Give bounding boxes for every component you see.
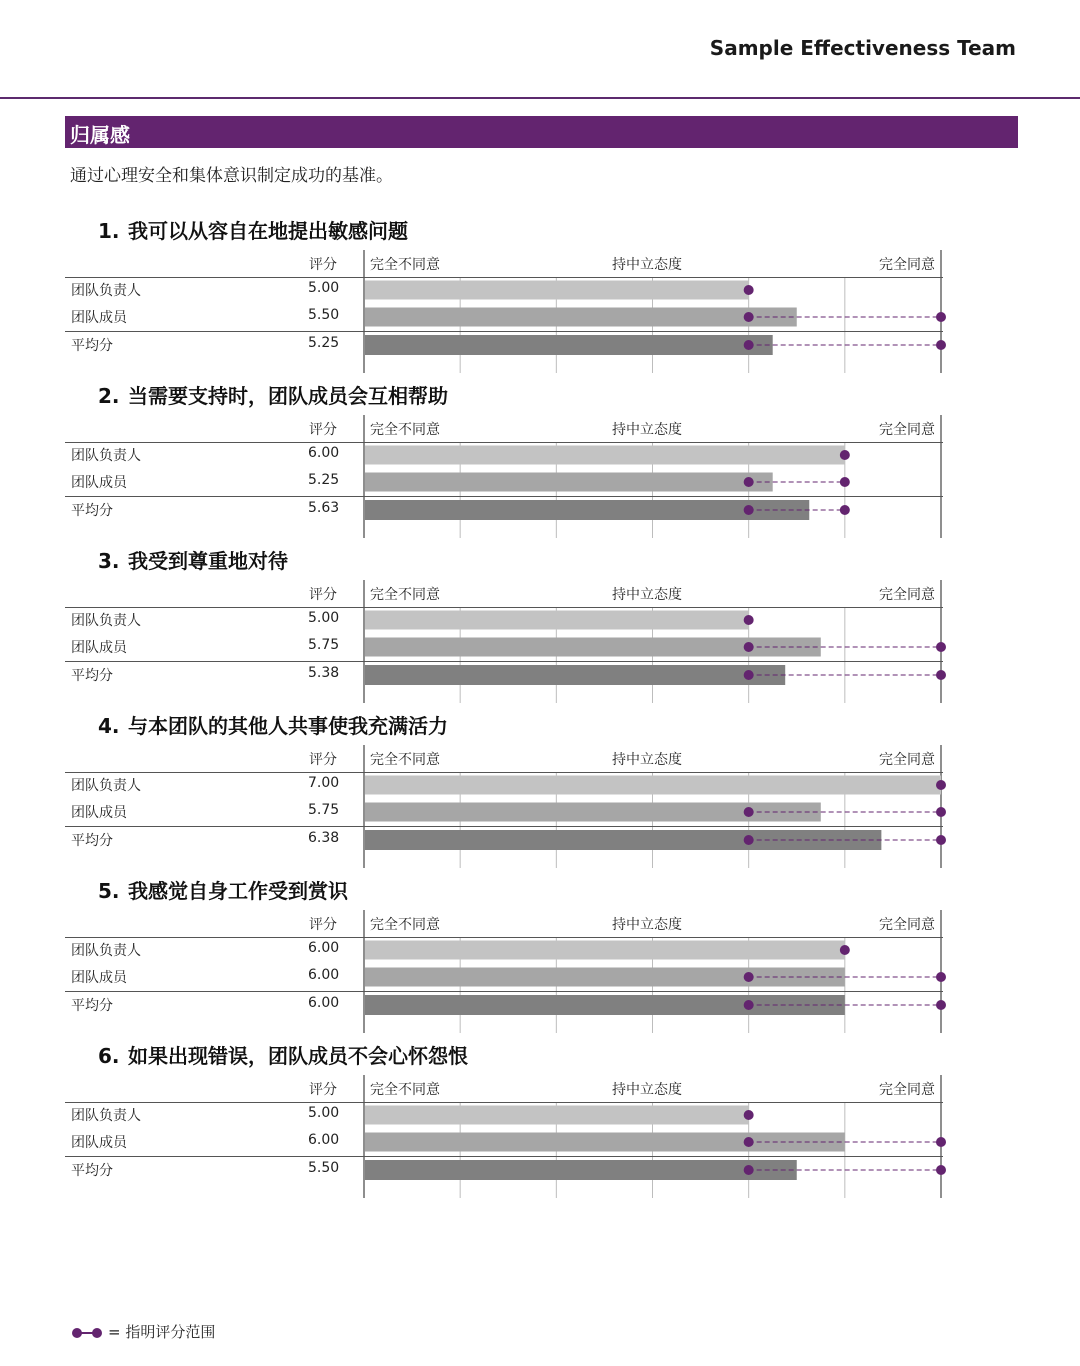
bar-average <box>365 830 881 850</box>
question-number: 5. <box>98 879 120 903</box>
range-min-dot-members <box>744 972 754 982</box>
score-header: 评分 <box>309 587 337 603</box>
average-rule <box>65 1156 943 1157</box>
header-divider <box>0 97 1080 99</box>
bar-members <box>365 473 773 492</box>
score-header: 评分 <box>309 917 337 933</box>
average-rule <box>65 826 943 827</box>
row-label-average: 平均分 <box>71 833 113 849</box>
range-max-dot-average <box>936 1000 946 1010</box>
range-min-dot-members <box>744 807 754 817</box>
scale-mid-label: 持中立态度 <box>612 257 682 273</box>
score-leader: 5.00 <box>308 280 340 296</box>
question-number: 2. <box>98 384 120 408</box>
question-number: 6. <box>98 1044 120 1068</box>
scale-low-label: 完全不同意 <box>370 422 440 438</box>
score-average: 5.38 <box>308 665 340 681</box>
range-min-dot-members <box>744 642 754 652</box>
score-header: 评分 <box>309 422 337 438</box>
scale-mid-label: 持中立态度 <box>612 1082 682 1098</box>
question-3 <box>0 545 1080 710</box>
question-text: 我可以从容自在地提出敏感问题 <box>128 219 408 243</box>
row-label-members: 团队成员 <box>71 310 127 326</box>
legend <box>72 1321 215 1342</box>
range-max-dot-average <box>840 505 850 515</box>
team-name: Sample Effectiveness Team <box>709 36 1016 60</box>
range-max-dot-average <box>936 670 946 680</box>
range-max-dot-average <box>936 1165 946 1175</box>
score-members: 5.75 <box>308 637 340 653</box>
scale-low-label: 完全不同意 <box>370 1082 440 1098</box>
score-leader: 7.00 <box>308 775 340 791</box>
range-max-dot-members <box>936 1137 946 1147</box>
question-title <box>98 545 288 574</box>
bar-average <box>365 1160 797 1180</box>
row-label-leader: 团队负责人 <box>71 283 141 299</box>
question-4 <box>0 710 1080 875</box>
question-number: 4. <box>98 714 120 738</box>
score-members: 5.25 <box>308 472 340 488</box>
scale-mid-label: 持中立态度 <box>612 587 682 603</box>
question-5 <box>0 875 1080 1040</box>
score-average: 5.25 <box>308 335 340 351</box>
row-label-average: 平均分 <box>71 998 113 1014</box>
question-title <box>98 215 408 244</box>
question-1 <box>0 215 1080 380</box>
score-leader: 6.00 <box>308 940 340 956</box>
scale-high-label: 完全同意 <box>879 1082 935 1098</box>
header-rule <box>65 1102 943 1103</box>
scale-low-label: 完全不同意 <box>370 752 440 768</box>
scale-low-label: 完全不同意 <box>370 257 440 273</box>
row-label-average: 平均分 <box>71 338 113 354</box>
range-max-dot-members <box>936 312 946 322</box>
range-min-dot-members <box>744 312 754 322</box>
range-dot-leader <box>744 285 754 295</box>
score-header: 评分 <box>309 1082 337 1098</box>
average-rule <box>65 661 943 662</box>
row-label-leader: 团队负责人 <box>71 943 141 959</box>
question-text: 与本团队的其他人共事使我充满活力 <box>128 714 448 738</box>
row-label-leader: 团队负责人 <box>71 613 141 629</box>
range-min-dot-average <box>744 1165 754 1175</box>
legend-text: = 指明评分范围 <box>108 1323 216 1341</box>
range-max-dot-members <box>936 972 946 982</box>
bar-average <box>365 500 809 520</box>
section-description: 通过心理安全和集体意识制定成功的基准。 <box>70 166 393 186</box>
question-number: 3. <box>98 549 120 573</box>
range-min-dot-members <box>744 477 754 487</box>
score-leader: 5.00 <box>308 610 340 626</box>
score-members: 5.50 <box>308 307 340 323</box>
row-label-leader: 团队负责人 <box>71 448 141 464</box>
row-label-members: 团队成员 <box>71 970 127 986</box>
score-average: 5.63 <box>308 500 340 516</box>
scale-low-label: 完全不同意 <box>370 917 440 933</box>
average-rule <box>65 496 943 497</box>
range-dot-leader <box>744 1110 754 1120</box>
question-text: 我受到尊重地对待 <box>128 549 288 573</box>
range-max-dot-members <box>936 642 946 652</box>
row-label-members: 团队成员 <box>71 805 127 821</box>
question-6 <box>0 1040 1080 1205</box>
score-header: 评分 <box>309 752 337 768</box>
bar-average <box>365 335 773 355</box>
question-text: 我感觉自身工作受到赏识 <box>128 879 348 903</box>
average-rule <box>65 331 943 332</box>
row-label-members: 团队成员 <box>71 1135 127 1151</box>
average-rule <box>65 991 943 992</box>
score-leader: 6.00 <box>308 445 340 461</box>
range-dot-leader <box>936 780 946 790</box>
question-title <box>98 380 448 409</box>
scale-high-label: 完全同意 <box>879 917 935 933</box>
scale-high-label: 完全同意 <box>879 422 935 438</box>
header-rule <box>65 442 943 443</box>
bar-leader <box>365 446 845 465</box>
row-label-leader: 团队负责人 <box>71 778 141 794</box>
range-max-dot-average <box>936 340 946 350</box>
row-label-members: 团队成员 <box>71 475 127 491</box>
question-title <box>98 1040 468 1069</box>
score-members: 5.75 <box>308 802 340 818</box>
scale-mid-label: 持中立态度 <box>612 917 682 933</box>
range-min-dot-members <box>744 1137 754 1147</box>
range-dot-leader <box>840 450 850 460</box>
range-max-dot-members <box>840 477 850 487</box>
score-leader: 5.00 <box>308 1105 340 1121</box>
score-average: 5.50 <box>308 1160 340 1176</box>
bar-leader <box>365 281 749 300</box>
range-min-dot-average <box>744 1000 754 1010</box>
row-label-average: 平均分 <box>71 503 113 519</box>
bar-average <box>365 665 785 685</box>
range-dot-leader <box>840 945 850 955</box>
bar-leader <box>365 1106 749 1125</box>
range-max-dot-members <box>936 807 946 817</box>
question-title <box>98 875 348 904</box>
section-title: 归属感 <box>70 123 130 147</box>
range-min-dot-average <box>744 505 754 515</box>
bar-leader <box>365 941 845 960</box>
row-label-leader: 团队负责人 <box>71 1108 141 1124</box>
score-members: 6.00 <box>308 967 340 983</box>
range-dot-leader <box>744 615 754 625</box>
question-2 <box>0 380 1080 545</box>
range-max-dot-average <box>936 835 946 845</box>
question-title <box>98 710 448 739</box>
header-rule <box>65 772 943 773</box>
scale-mid-label: 持中立态度 <box>612 422 682 438</box>
score-header: 评分 <box>309 257 337 273</box>
section-banner <box>65 116 1018 148</box>
score-members: 6.00 <box>308 1132 340 1148</box>
bar-members <box>365 308 797 327</box>
header-rule <box>65 607 943 608</box>
row-label-members: 团队成员 <box>71 640 127 656</box>
range-legend-icon <box>72 1327 102 1339</box>
header-rule <box>65 937 943 938</box>
question-number: 1. <box>98 219 120 243</box>
score-average: 6.00 <box>308 995 340 1011</box>
row-label-average: 平均分 <box>71 668 113 684</box>
row-label-average: 平均分 <box>71 1163 113 1179</box>
range-min-dot-average <box>744 340 754 350</box>
question-text: 当需要支持时，团队成员会互相帮助 <box>128 384 448 408</box>
scale-high-label: 完全同意 <box>879 752 935 768</box>
range-min-dot-average <box>744 835 754 845</box>
range-min-dot-average <box>744 670 754 680</box>
bar-leader <box>365 611 749 630</box>
scale-high-label: 完全同意 <box>879 257 935 273</box>
scale-low-label: 完全不同意 <box>370 587 440 603</box>
header-rule <box>65 277 943 278</box>
scale-high-label: 完全同意 <box>879 587 935 603</box>
scale-mid-label: 持中立态度 <box>612 752 682 768</box>
score-average: 6.38 <box>308 830 340 846</box>
question-text: 如果出现错误，团队成员不会心怀怨恨 <box>128 1044 468 1068</box>
bar-leader <box>365 776 941 795</box>
